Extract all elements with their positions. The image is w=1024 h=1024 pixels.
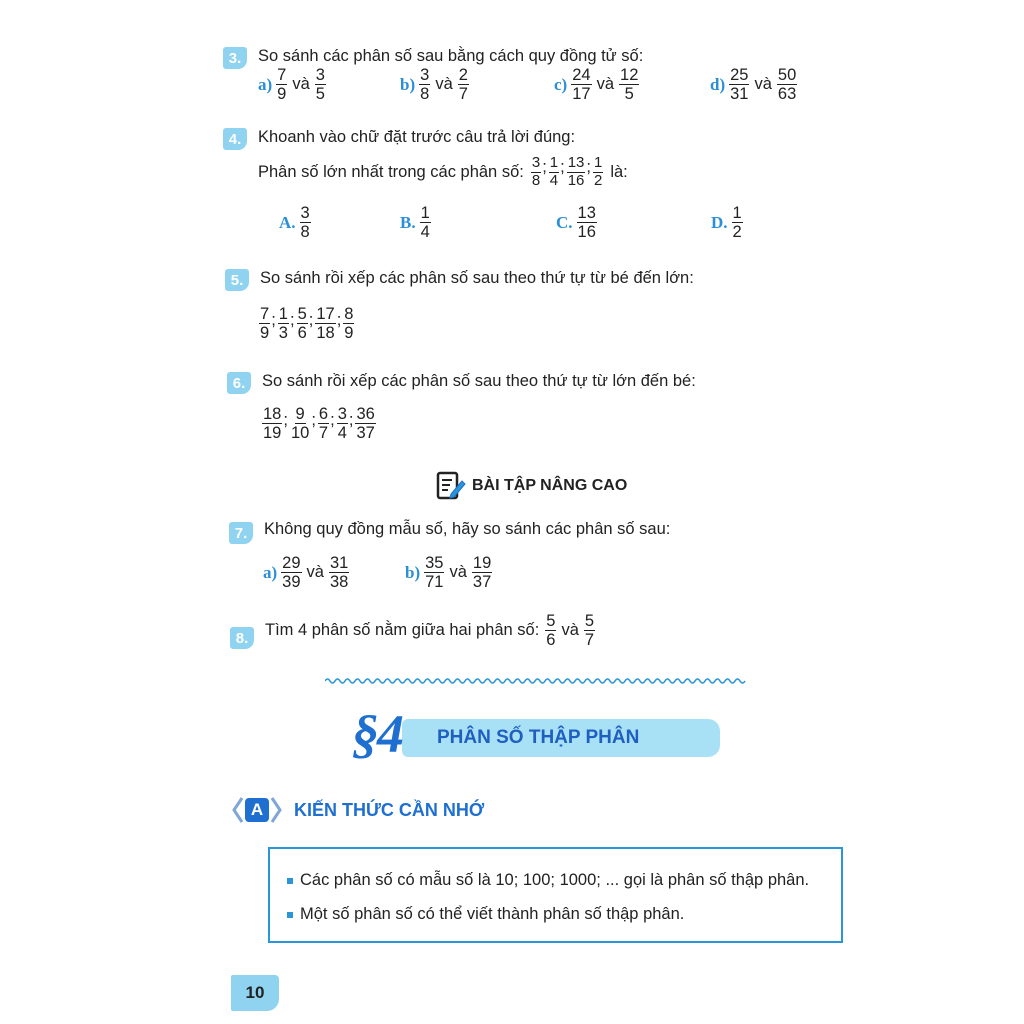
question-5-fraction: $\frac{7}{9}$: [260, 305, 270, 343]
question-3-item: [258, 66, 327, 104]
question-8-conjunction: và: [561, 621, 579, 640]
question-6-fraction: $\frac{36}{37}$: [356, 405, 375, 443]
question-6-separator: ;: [283, 410, 288, 429]
question-3-conjunction: và: [754, 75, 772, 94]
question-6-text: So sánh rồi xếp các phân số sau theo thứ tự từ lớn đến bé:: [262, 372, 696, 390]
question-number-3: 3.: [223, 47, 247, 69]
question-4-prompt-line: [258, 155, 628, 190]
question-3-conjunction: và: [596, 75, 615, 94]
question-6-separator: ;: [348, 410, 354, 429]
question-3-fraction-a: $\frac{7}{9}$: [277, 66, 287, 104]
answer-choice-label: A.: [279, 212, 296, 232]
question-5-separator: ;: [336, 310, 342, 329]
question-7-conjunction: và: [449, 563, 467, 582]
answer-choice-label: B.: [400, 212, 416, 232]
question-number-5: 5.: [225, 269, 249, 291]
question-3-item: [554, 66, 640, 104]
question-8-fraction-a: $\frac{5}{6}$: [546, 612, 556, 650]
answer-choice-a[interactable]: [279, 204, 312, 242]
question-4-inline-fraction: $\frac{1}{2}$: [594, 154, 603, 189]
question-5-text: So sánh rồi xếp các phân số sau theo thứ tự từ bé đến lớn:: [260, 269, 694, 287]
knowledge-badge-letter: A: [250, 800, 264, 819]
question-3-text: So sánh các phân số sau bằng cách quy đồng tử số:: [258, 47, 644, 65]
advanced-exercises-title: BÀI TẬP NÂNG CAO: [472, 477, 628, 494]
advanced-exercises-heading: [436, 470, 627, 502]
question-3-fraction-b: $\frac{12}{5}$: [620, 66, 639, 104]
answer-choice-label: D.: [711, 212, 728, 232]
section-symbol: §4: [352, 704, 402, 764]
question-number-6: 6.: [227, 372, 251, 394]
question-4-suffix: là:: [610, 162, 628, 181]
question-3-label: d): [710, 74, 726, 94]
question-4-inline-fraction: $\frac{3}{8}$: [531, 154, 541, 189]
question-7-item: [405, 554, 493, 592]
question-5-separator: ;: [289, 310, 295, 329]
question-7-label: b): [405, 562, 421, 582]
question-4-inline-fraction: $\frac{1}{4}$: [549, 154, 559, 189]
knowledge-title: KIẾN THỨC CẦN NHỚ: [294, 799, 485, 820]
question-3-item: [710, 66, 798, 104]
question-3-fraction-b: $\frac{50}{63}$: [777, 66, 797, 104]
question-3-fraction-b: $\frac{3}{5}$: [315, 66, 325, 104]
question-6-fraction-sequence: [261, 405, 377, 443]
question-number-4: 4.: [223, 128, 247, 150]
question-7-item: [263, 554, 350, 592]
question-3-item: [400, 66, 470, 104]
question-3-fraction-a: $\frac{24}{17}$: [572, 66, 591, 104]
question-7-fraction-a: $\frac{29}{39}$: [282, 554, 301, 592]
question-7-text: Không quy đồng mẫu số, hãy so sánh các phân số sau:: [264, 520, 671, 538]
question-4-separator: ;: [560, 157, 565, 176]
question-7-label: a): [263, 562, 278, 582]
question-3-label: b): [400, 74, 416, 94]
knowledge-bullet-text: Một số phân số có thể viết thành phân số thập phân.: [300, 905, 685, 923]
answer-choice-fraction: $\frac{1}{2}$: [732, 204, 742, 242]
question-3-conjunction: và: [292, 75, 310, 94]
question-number-7: 7.: [229, 522, 253, 544]
question-3-label: a): [258, 74, 273, 94]
question-6-fraction: $\frac{9}{10}$: [290, 405, 310, 443]
question-8-fraction-b: $\frac{5}{7}$: [584, 612, 595, 650]
question-4-separator: ;: [542, 157, 547, 176]
question-6-separator: ;: [311, 410, 316, 429]
bullet-square-icon: [287, 912, 293, 918]
question-3-fraction-a: $\frac{3}{8}$: [420, 66, 430, 104]
question-4-fraction-list: [530, 155, 605, 190]
page-number: 10: [231, 975, 279, 1011]
question-5-fraction: $\frac{5}{6}$: [297, 305, 307, 343]
pencil-note-icon: [436, 470, 466, 502]
question-5-fraction: $\frac{17}{18}$: [316, 305, 335, 343]
question-5-separator: ;: [308, 310, 314, 329]
answer-choice-d[interactable]: [711, 204, 744, 242]
answer-choice-label: C.: [556, 212, 573, 232]
question-4-prompt: Phân số lớn nhất trong các phân số:: [258, 162, 524, 181]
answer-choice-b[interactable]: [400, 204, 432, 242]
question-4-separator: ;: [586, 157, 591, 176]
answer-choice-fraction: $\frac{13}{16}$: [577, 204, 596, 242]
knowledge-bullet-text: Các phân số có mẫu số là 10; 100; 1000; ... gọi là phân số thập phân.: [300, 871, 810, 889]
question-5-fraction-sequence: [258, 305, 355, 343]
question-3-fraction-a: $\frac{25}{31}$: [730, 66, 749, 104]
knowledge-bullet: [287, 871, 809, 890]
question-3-fraction-b: $\frac{2}{7}$: [458, 66, 468, 104]
knowledge-bullet: [287, 905, 684, 924]
question-7-fraction-b: $\frac{19}{37}$: [472, 554, 492, 592]
knowledge-heading: [232, 795, 484, 825]
question-8-line: [265, 612, 596, 650]
question-5-fraction: $\frac{8}{9}$: [344, 305, 354, 343]
knowledge-box: [268, 847, 843, 943]
bullet-square-icon: [287, 878, 293, 884]
question-6-separator: ;: [330, 410, 335, 429]
question-3-conjunction: và: [435, 75, 453, 94]
answer-choice-fraction: $\frac{1}{4}$: [420, 204, 430, 242]
question-5-fraction: $\frac{1}{3}$: [278, 305, 288, 343]
question-7-fraction-b: $\frac{31}{38}$: [329, 554, 349, 592]
answer-choice-fraction: $\frac{3}{8}$: [300, 204, 310, 242]
section-title: PHÂN SỐ THẬP PHÂN: [437, 727, 640, 748]
question-6-fraction: $\frac{6}{7}$: [318, 405, 329, 443]
question-5-separator: ;: [271, 310, 276, 329]
question-6-fraction: $\frac{18}{19}$: [263, 405, 282, 443]
question-8-text: Tìm 4 phân số nằm giữa hai phân số:: [265, 621, 540, 640]
answer-choice-c[interactable]: [556, 204, 598, 242]
question-3-label: c): [554, 74, 568, 94]
wavy-divider: [325, 675, 747, 687]
question-number-8: 8.: [230, 627, 254, 649]
question-4-inline-fraction: $\frac{13}{16}$: [567, 154, 585, 189]
question-4-text: Khoanh vào chữ đặt trước câu trả lời đúng:: [258, 128, 576, 146]
question-7-conjunction: và: [306, 563, 324, 582]
question-6-fraction: $\frac{3}{4}$: [337, 405, 347, 443]
question-7-fraction-a: $\frac{35}{71}$: [425, 554, 444, 592]
